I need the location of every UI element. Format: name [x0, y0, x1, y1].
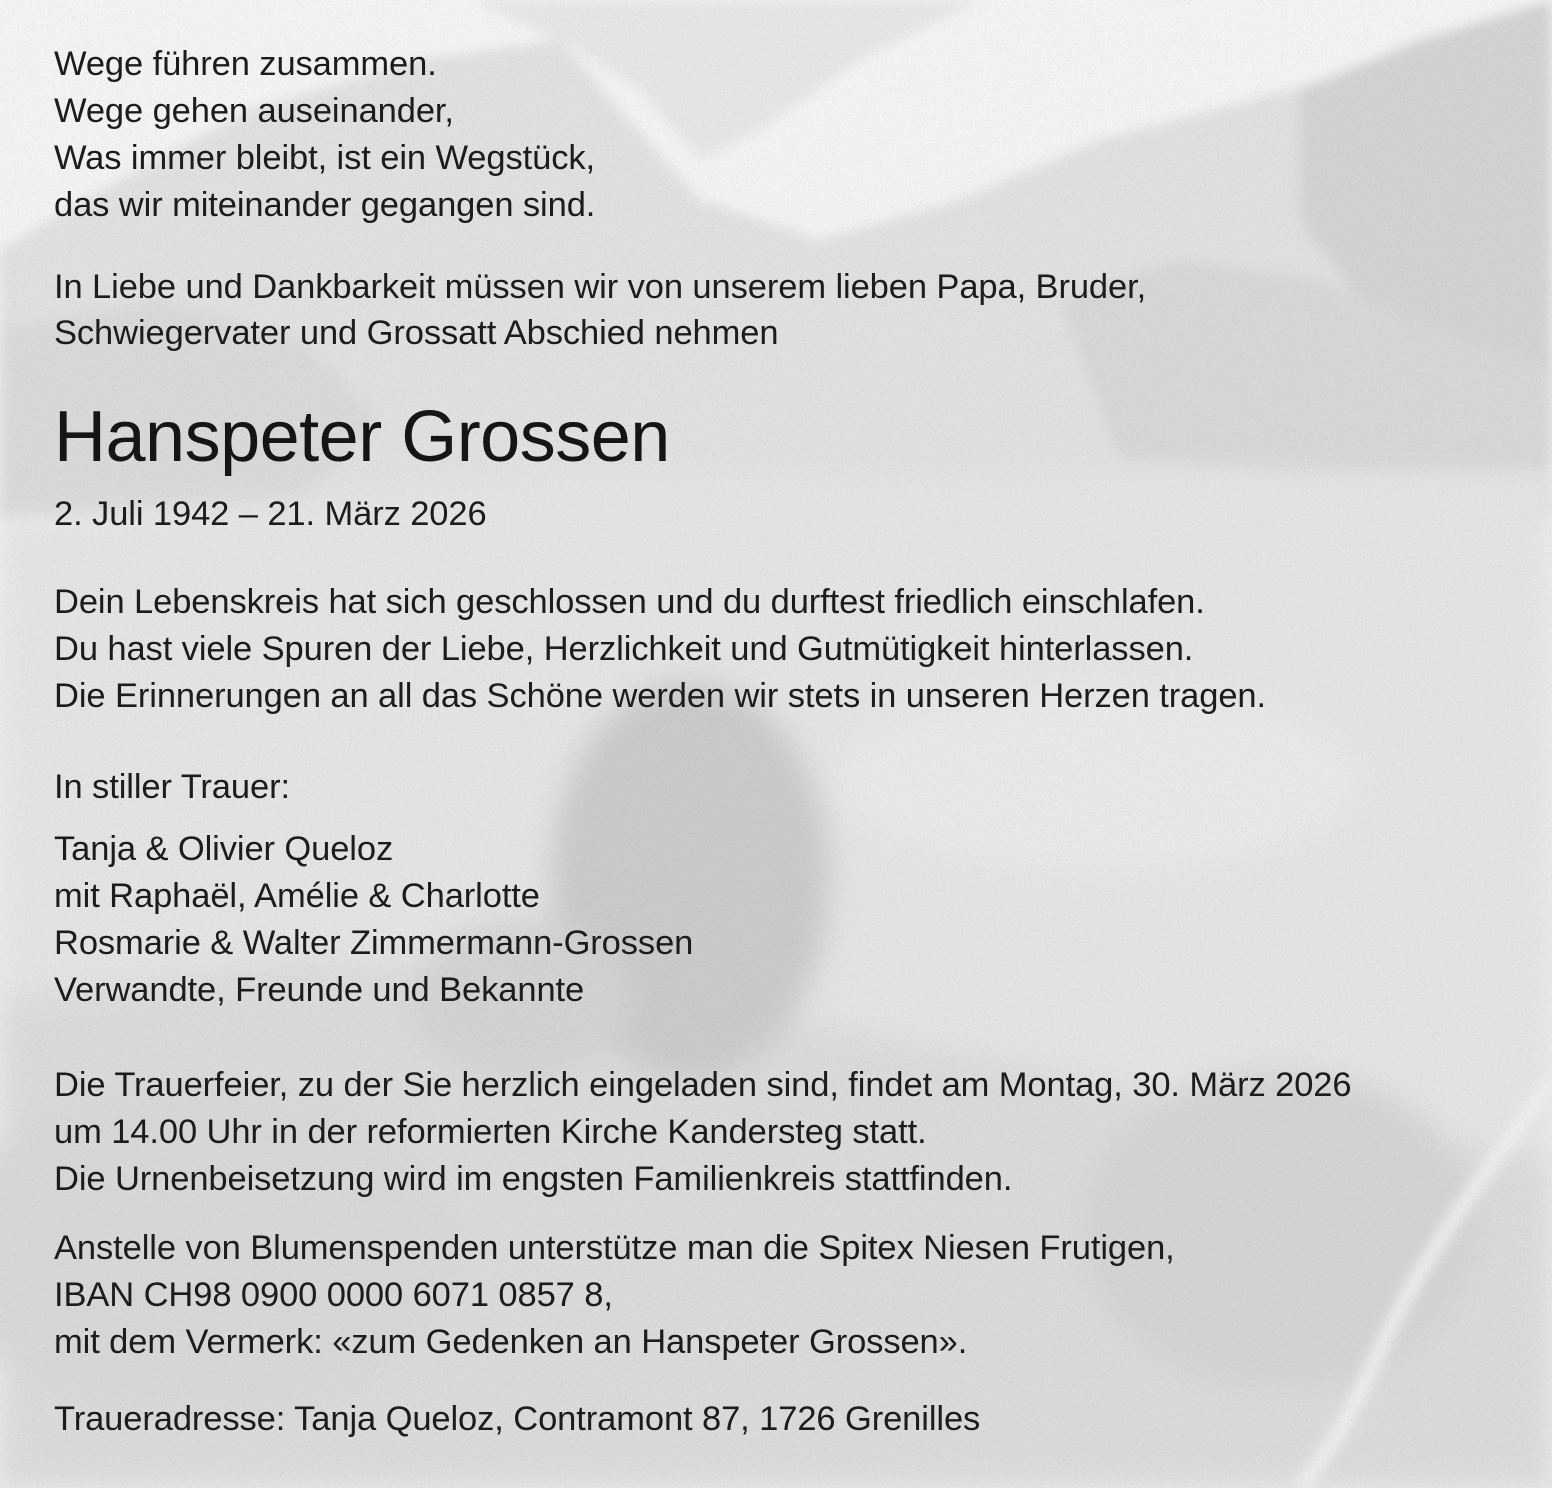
mourners-heading: In stiller Trauer: — [54, 768, 290, 806]
deceased-name: Hanspeter Grossen — [54, 397, 670, 477]
mourner-entry: mit Raphaël, Amélie & Charlotte — [54, 877, 540, 915]
motto-line: Wege führen zusammen. — [54, 45, 437, 83]
donation-line: mit dem Vermerk: «zum Gedenken an Hanspeter Grossen». — [54, 1323, 968, 1361]
tribute-line: Du hast viele Spuren der Liebe, Herzlichkeit und Gutmütigkeit hinterlassen. — [54, 630, 1194, 668]
motto-line: Wege gehen auseinander, — [54, 92, 454, 130]
donation-line: Anstelle von Blumenspenden unterstütze man die Spitex Niesen Frutigen, — [54, 1229, 1175, 1267]
ceremony-line: Die Trauerfeier, zu der Sie herzlich eingeladen sind, findet am Montag, 30. März 2026 — [54, 1066, 1352, 1104]
tribute-line: Die Erinnerungen an all das Schöne werden wir stets in unseren Herzen tragen. — [54, 677, 1266, 715]
motto-line: Was immer bleibt, ist ein Wegstück, — [54, 139, 595, 177]
mourner-entry: Tanja & Olivier Queloz — [54, 830, 394, 868]
motto-line: das wir miteinander gegangen sind. — [54, 186, 596, 224]
mourner-entry: Rosmarie & Walter Zimmermann-Grossen — [54, 924, 694, 962]
mourner-entry: Verwandte, Freunde und Bekannte — [54, 971, 585, 1009]
ceremony-line: um 14.00 Uhr in der reformierten Kirche Kandersteg statt. — [54, 1113, 927, 1151]
intro-line: Schwiegervater und Grossatt Abschied nehmen — [54, 314, 779, 352]
life-dates: 2. Juli 1942 – 21. März 2026 — [54, 495, 487, 533]
ceremony-line: Die Urnenbeisetzung wird im engsten Familienkreis stattfinden. — [54, 1160, 1013, 1198]
intro-line: In Liebe und Dankbarkeit müssen wir von unserem lieben Papa, Bruder, — [54, 268, 1147, 306]
mourning-address: Traueradresse: Tanja Queloz, Contramont 87, 1726 Grenilles — [54, 1400, 981, 1438]
donation-line: IBAN CH98 0900 0000 6071 0857 8, — [54, 1276, 613, 1314]
tribute-line: Dein Lebenskreis hat sich geschlossen und du durftest friedlich einschlafen. — [54, 583, 1205, 621]
